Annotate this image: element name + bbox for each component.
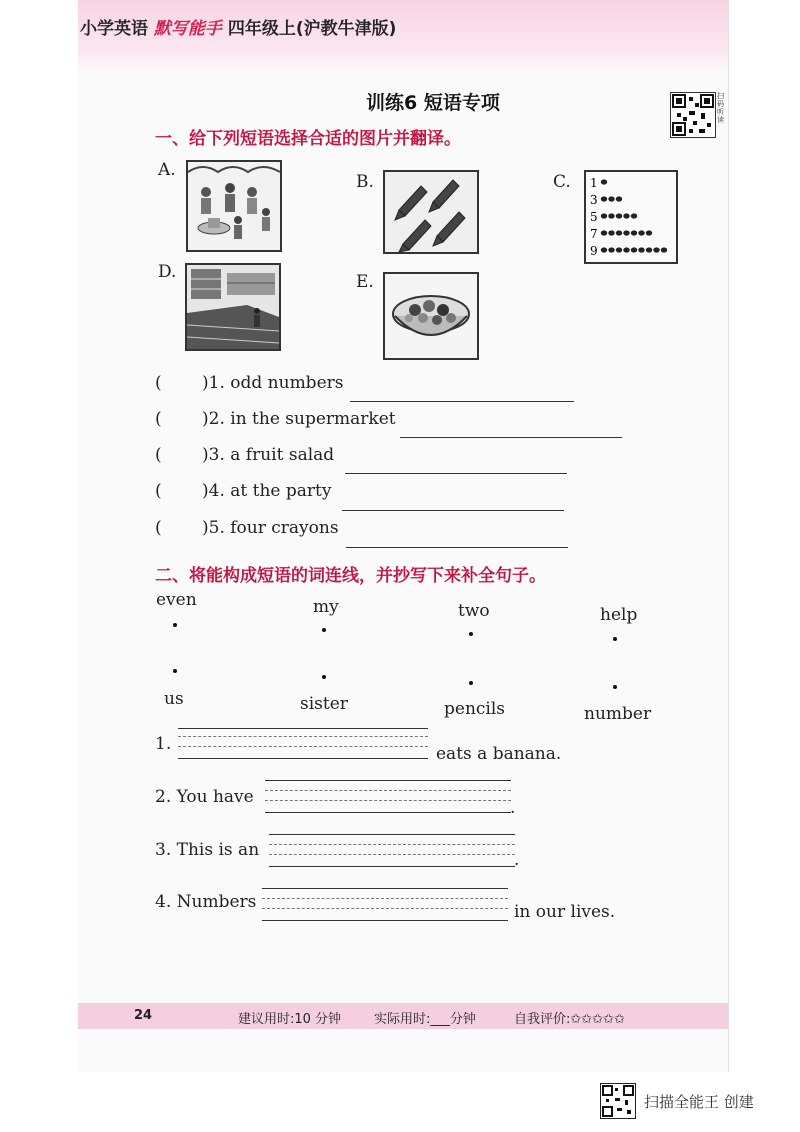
word-top: two — [458, 601, 490, 621]
count-dot — [601, 196, 607, 201]
actual-time: 实际用时:___分钟 — [374, 1012, 476, 1027]
connect-dot[interactable] — [613, 685, 617, 689]
writing-dash — [178, 736, 428, 737]
item-text: at the party — [230, 481, 332, 501]
count-dot — [608, 196, 614, 201]
writing-line[interactable] — [178, 758, 428, 759]
item-number: )1. — [202, 373, 225, 393]
sentence-text — [155, 840, 259, 860]
writing-dash — [265, 790, 511, 791]
word-top: my — [313, 597, 339, 617]
item-number: )5. — [202, 518, 225, 538]
count-dot — [601, 213, 607, 218]
count-dot — [646, 247, 652, 252]
header-brand: 默写能手 — [153, 19, 222, 39]
crayons-picture — [383, 170, 479, 254]
writing-line[interactable] — [262, 920, 508, 921]
sentence-text — [155, 892, 256, 912]
section1-heading: 一、给下列短语选择合适的图片并翻译。 — [155, 129, 461, 149]
connect-dot[interactable] — [322, 675, 326, 679]
page-title: 训练6 短语专项 — [366, 92, 500, 114]
sentence-start: Numbers — [176, 892, 257, 912]
writing-line[interactable] — [262, 888, 508, 889]
word-bottom: pencils — [444, 699, 506, 719]
sentence-number: 4. — [155, 892, 172, 912]
party-picture — [186, 160, 282, 252]
sentence-ending: . — [510, 798, 516, 818]
dot-count-label: 9 — [590, 244, 598, 258]
writing-dash — [262, 898, 508, 899]
connect-dot[interactable] — [322, 628, 326, 632]
dot-count-label: 7 — [590, 227, 598, 241]
answer-paren[interactable]: ( — [155, 481, 162, 501]
count-dot — [616, 247, 622, 252]
item-number: )3. — [202, 445, 225, 465]
count-dot — [608, 230, 614, 235]
sentence-ending: in our lives. — [514, 902, 616, 922]
count-dot — [601, 179, 607, 184]
connect-dot[interactable] — [173, 669, 177, 673]
count-dot — [616, 230, 622, 235]
page-number: 24 — [134, 1008, 153, 1023]
pic-label-a: A. — [158, 160, 176, 180]
writing-dash — [262, 908, 508, 909]
qr-code-icon — [670, 92, 716, 138]
sentence-ending: eats a banana. — [436, 744, 562, 764]
count-dot — [601, 230, 607, 235]
answer-line[interactable] — [342, 510, 564, 511]
suggested-time: 建议用时:10 分钟 — [238, 1012, 342, 1027]
item-row — [155, 409, 396, 429]
item-text: four crayons — [230, 518, 339, 538]
header-prefix: 小学英语 — [80, 19, 148, 39]
sentence-start: This is an — [176, 840, 260, 860]
connect-dot[interactable] — [469, 681, 473, 685]
answer-paren[interactable]: ( — [155, 518, 162, 538]
word-top: help — [600, 605, 638, 625]
pic-label-c: C. — [553, 172, 571, 192]
header-suffix: 四年级上(沪教牛津版) — [227, 19, 397, 39]
count-dot — [631, 230, 637, 235]
connect-dot[interactable] — [173, 623, 177, 627]
pic-label-d: D. — [158, 262, 177, 282]
sentence-number: 2. — [155, 787, 172, 807]
count-dot — [661, 247, 667, 252]
count-dot — [646, 230, 652, 235]
item-row — [155, 373, 343, 393]
answer-paren[interactable]: ( — [155, 445, 162, 465]
item-number: )4. — [202, 481, 225, 501]
writing-dash — [269, 854, 515, 855]
writing-line[interactable] — [265, 812, 511, 813]
count-dot — [623, 230, 629, 235]
answer-line[interactable] — [346, 547, 568, 548]
count-dot — [616, 196, 622, 201]
count-dot — [623, 247, 629, 252]
item-row — [155, 481, 331, 501]
sentence-number: 1. — [155, 734, 172, 754]
item-row — [155, 445, 334, 465]
scanner-qr-icon — [600, 1083, 636, 1119]
writing-line[interactable] — [178, 728, 428, 729]
count-dot — [638, 230, 644, 235]
sentence-number: 3. — [155, 840, 172, 860]
writing-dash — [269, 844, 515, 845]
count-dot — [623, 213, 629, 218]
item-text: a fruit salad — [230, 445, 335, 465]
pic-label-e: E. — [356, 272, 374, 292]
pic-label-b: B. — [356, 172, 374, 192]
count-dot — [601, 247, 607, 252]
item-text: odd numbers — [230, 373, 344, 393]
answer-line[interactable] — [400, 437, 622, 438]
word-bottom: sister — [300, 694, 348, 714]
connect-dot[interactable] — [613, 637, 617, 641]
sentence-ending: . — [514, 850, 520, 870]
qr-side-text: 扫码听读 — [717, 92, 724, 124]
scanner-watermark: 扫描全能王 创建 — [644, 1093, 754, 1111]
item-text: in the supermarket — [230, 409, 396, 429]
writing-line[interactable] — [269, 866, 515, 867]
answer-paren[interactable]: ( — [155, 373, 162, 393]
section2-heading: 二、将能构成短语的词连线，并抄写下来补全句子。 — [155, 566, 546, 586]
self-evaluation: 自我评价:✩✩✩✩✩ — [514, 1012, 625, 1027]
book-header — [80, 14, 396, 39]
dot-count-label: 5 — [590, 210, 598, 224]
odd-numbers-picture — [584, 170, 678, 264]
answer-line[interactable] — [350, 401, 574, 402]
word-bottom: us — [164, 689, 184, 709]
count-dot — [616, 213, 622, 218]
count-dot — [653, 247, 659, 252]
writing-dash — [265, 800, 511, 801]
writing-line[interactable] — [265, 780, 511, 781]
count-dot — [608, 213, 614, 218]
dot-count-label: 1 — [590, 176, 598, 190]
count-dot — [608, 247, 614, 252]
page-footer — [78, 1003, 728, 1029]
supermarket-picture — [185, 263, 281, 351]
count-dot — [638, 247, 644, 252]
dot-count-label: 3 — [590, 193, 598, 207]
sentence-text — [155, 787, 254, 807]
item-number: )2. — [202, 409, 225, 429]
connect-dot[interactable] — [469, 632, 473, 636]
sentence-start: You have — [176, 787, 254, 807]
count-dot — [631, 213, 637, 218]
word-top: even — [156, 590, 197, 610]
writing-dash — [178, 746, 428, 747]
answer-paren[interactable]: ( — [155, 409, 162, 429]
word-bottom: number — [584, 704, 652, 724]
writing-line[interactable] — [269, 834, 515, 835]
item-row — [155, 518, 339, 538]
answer-line[interactable] — [345, 473, 567, 474]
count-dot — [631, 247, 637, 252]
fruit-salad-picture — [383, 272, 479, 360]
